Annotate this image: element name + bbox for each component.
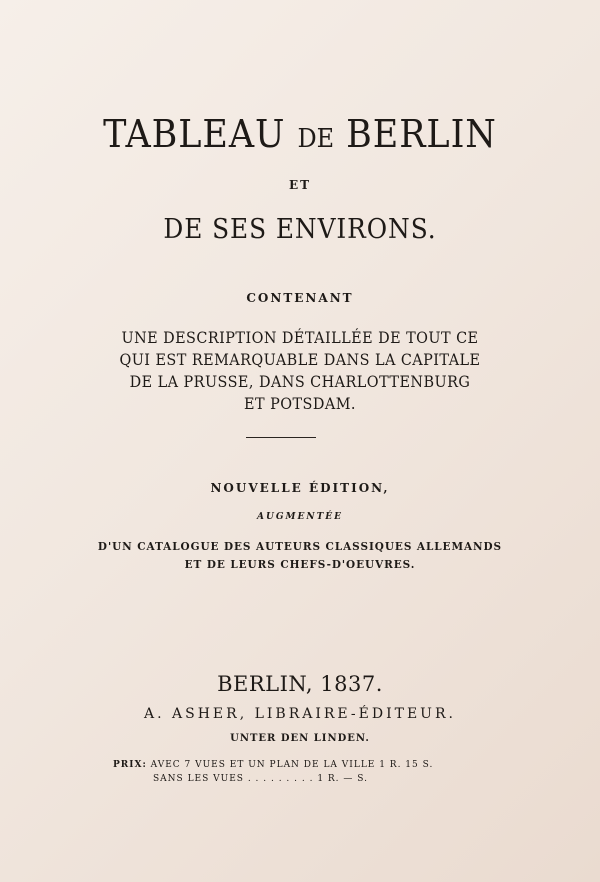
title-part1: TABLEAU: [103, 112, 286, 156]
title-part2: BERLIN: [346, 112, 497, 156]
augmentee-label: AUGMENTÉE: [257, 512, 343, 522]
price-label: PRIX:: [113, 760, 147, 770]
catalogue-line: D'UN CATALOGUE DES AUTEURS CLASSIQUES ALLEMANDS: [97, 540, 503, 553]
description-block: [30, 327, 570, 415]
book-subtitle: DE SES ENVIRONS.: [163, 214, 437, 245]
price-block: [113, 758, 433, 786]
contenant-label: CONTENANT: [246, 291, 354, 305]
imprint-place: BERLIN, 1837.: [217, 672, 383, 696]
edition-label: NOUVELLE ÉDITION,: [210, 481, 390, 495]
description-line: UNE DESCRIPTION DÉTAILLÉE DE TOUT CE: [121, 328, 479, 347]
imprint-publisher: A. ASHER, LIBRAIRE-ÉDITEUR.: [144, 706, 456, 722]
price-line-2: SANS LES VUES . . . . . . . . . 1 R. — S.: [153, 774, 368, 784]
catalogue-block: [15, 538, 585, 574]
description-line: ET POTSDAM.: [244, 394, 356, 413]
description-line: DE LA PRUSSE, DANS CHARLOTTENBURG: [129, 372, 471, 391]
imprint-address: UNTER DEN LINDEN.: [230, 733, 370, 744]
book-title: [24, 112, 576, 156]
title-de: DE: [297, 124, 335, 154]
catalogue-line: ET DE LEURS CHEFS-D'OEUVRES.: [184, 558, 416, 571]
price-line-1: AVEC 7 VUES ET UN PLAN DE LA VILLE 1 R. 15 S.: [150, 760, 434, 770]
conjunction: ET: [288, 178, 312, 192]
divider-rule: [246, 437, 316, 438]
description-line: QUI EST REMARQUABLE DANS LA CAPITALE: [119, 350, 481, 369]
price-row-1: [113, 758, 433, 772]
